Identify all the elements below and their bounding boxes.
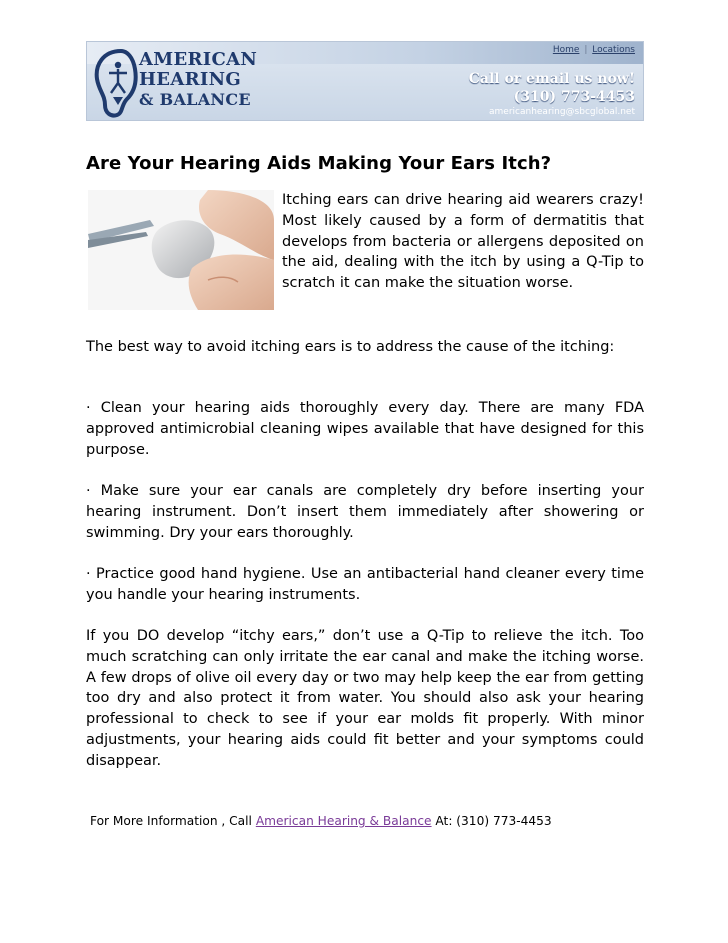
brand-logo-text (139, 50, 279, 110)
footer-company-link[interactable]: American Hearing & Balance (255, 814, 432, 828)
contact-callout (435, 70, 635, 118)
hearing-aid-illustration (88, 190, 274, 310)
footer-suffix: At: (310) 773-4453 (431, 814, 552, 828)
logo-line-1: AMERICAN (139, 49, 258, 70)
top-nav (553, 45, 635, 55)
logo-line-3: & BALANCE (139, 90, 251, 109)
nav-locations-link[interactable]: Locations (592, 45, 635, 55)
footer-contact-line (90, 812, 650, 830)
cta-heading: Call or email us now! (468, 71, 635, 87)
tip-dry-canals: · Make sure your ear canals are completely dry before inserting your hearing instrument. Don’t insert them immediately after showering or swimming. Dry your ears thoroughly. (86, 483, 644, 541)
intro-paragraph: Itching ears can drive hearing aid wearers crazy! Most likely caused by a form of dermatitis that develops from bacteria or allergens deposited on the aid, dealing with the itch by using a Q-Tip to scratch it can make the situation worse. (282, 192, 644, 292)
article-title: Are Your Hearing Aids Making Your Ears Itch? (86, 153, 552, 174)
tip-clean-aids: · Clean your hearing aids thoroughly every day. There are many FDA approved antimicrobial cleaning wipes available that have designed for this purpose. (86, 400, 644, 458)
cta-phone[interactable]: (310) 773-4453 (513, 89, 635, 105)
advice-paragraph: If you DO develop “itchy ears,” don’t use a Q-Tip to relieve the itch. Too much scratching can only irritate the ear canal and make the itching worse. A few drops of olive oil every day or two may help keep the ear from getting too dry and also protect it from water. You should also ask your hearing professional to check to see if your ear molds fit properly. With minor adjustments, your hearing aids could fit better and your symptoms could disappear. (86, 628, 644, 769)
footer-prefix: For More Information , Call (90, 814, 256, 828)
logo-line-2: HEARING (139, 69, 241, 90)
hearing-aid-photo (88, 190, 274, 310)
tip-hand-hygiene: · Practice good hand hygiene. Use an antibacterial hand cleaner every time you handle your hearing instruments. (86, 566, 644, 603)
cta-email[interactable]: americanhearing@sbcglobal.net (489, 107, 635, 117)
body-paragraph: The best way to avoid itching ears is to address the cause of the itching: (86, 339, 615, 355)
header-banner (86, 41, 644, 121)
nav-separator: | (584, 45, 588, 55)
nav-home-link[interactable]: Home (552, 45, 580, 55)
ear-figure-icon (91, 47, 139, 119)
